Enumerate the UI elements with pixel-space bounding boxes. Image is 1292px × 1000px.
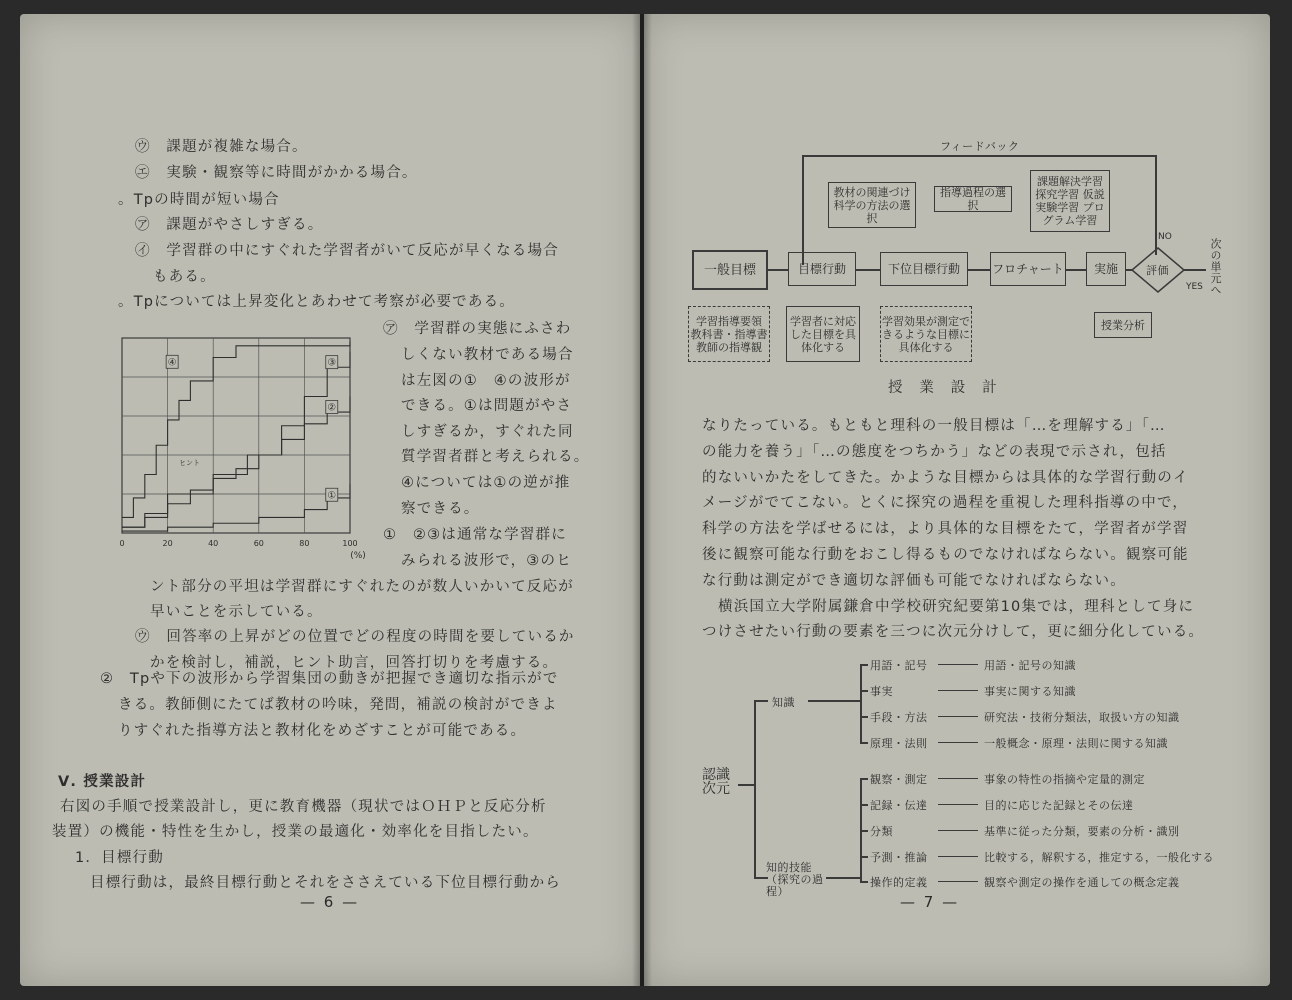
bottom-box-learner: 学習者に対応した目標を具体化する: [786, 306, 860, 362]
tree-item-name: 用語・記号: [870, 659, 928, 672]
section-title: Ⅴ. 授業設計: [58, 774, 147, 790]
text-line: ㋒ 回答率の上昇がどの位置でどの程度の時間を要しているか: [135, 629, 575, 645]
tree-item-name: 予測・推論: [870, 851, 928, 864]
text-line: つけさせたい行動の要素を三つに次元分けして，更に細分化している。: [702, 624, 1205, 640]
box-implementation: 実施: [1086, 252, 1126, 286]
tree-item-name: 事実: [870, 685, 893, 698]
x-tick-label: 40: [208, 539, 219, 548]
x-axis-label: (%): [350, 551, 366, 561]
side-text-line: しすぎるか，すぐれた同: [401, 424, 574, 440]
series-label: ②: [327, 402, 337, 414]
page-number: — 7 —: [900, 893, 960, 911]
text-line: ㋓ 実験・観察等に時間がかかる場合。: [135, 165, 418, 181]
text-line: 。Tpの時間が短い場合: [118, 192, 280, 208]
top-box-learning: 課題解決学習 探究学習 仮説実験学習 プログラム学習: [1030, 170, 1110, 232]
page-number: — 6 —: [300, 893, 360, 911]
chart-frame: [122, 338, 350, 533]
tree-item-desc: 観察や測定の操作を通しての概念定義: [984, 876, 1180, 889]
text-line: 早いことを示している。: [150, 604, 323, 620]
bottom-box-measurable: 学習効果が測定できるような目標に具体化する: [880, 306, 972, 362]
tree-item-name: 観察・測定: [870, 773, 928, 786]
text-line: 右図の手順で授業設計し，更に教育機器（現状ではＯＨＰと反応分析: [60, 799, 547, 815]
tree-item-desc: 一般概念・原理・法則に関する知識: [984, 737, 1168, 750]
side-text-line: ㋐ 学習群の実態にふさわ: [383, 321, 572, 337]
series-label: ④: [167, 357, 177, 369]
side-text-line: ④については①の逆が推: [401, 475, 571, 491]
series-label: ③: [327, 357, 337, 369]
text-line: きる。教師側にたてば教材の吟味，発問，補説の検討ができよ: [118, 697, 558, 713]
response-rate-chart: [110, 330, 380, 562]
bottom-box-analysis: 授業分析: [1094, 312, 1152, 338]
tree-item-name: 操作的定義: [870, 876, 928, 889]
series-line: [122, 342, 350, 518]
side-text-line: 察できる。: [401, 501, 480, 517]
text-line: 後に観察可能な行動をおこし得るものでなければならない。観察可能: [702, 547, 1189, 563]
series-label: ①: [327, 490, 337, 502]
bottom-box-curriculum: 学習指導要領 教科書・指導書 教師の指導観: [688, 306, 770, 362]
side-text-line: みられる波形で，③のヒ: [401, 553, 572, 569]
tree-item-name: 分類: [870, 825, 893, 838]
text-line: もある。: [153, 269, 216, 285]
text-line: 科学の方法を学ばせるには，より具体的な目標をたて，学習者が学習: [702, 521, 1189, 537]
hint-annotation: ヒント: [179, 458, 200, 467]
tree-item-desc: 比較する，解釈する，推定する，一般化する: [984, 851, 1214, 864]
box-sub-target: 下位目標行動: [880, 252, 968, 286]
top-box-materials: 教材の関連づけ 科学の方法の選択: [828, 182, 916, 228]
tree-root: 認識次元: [702, 767, 730, 797]
figure-caption: 授 業 設 計: [888, 380, 998, 396]
tree-item-desc: 目的に応じた記録とその伝達: [984, 799, 1134, 812]
text-line: 目標行動は，最終目標行動とそれをささえている下位目標行動から: [90, 875, 561, 891]
x-tick-label: 60: [253, 539, 264, 548]
book-gutter: [632, 14, 652, 986]
text-line: 横浜国立大学附属鎌倉中学校研究紀要第10集では，理科として身に: [718, 599, 1195, 615]
top-box-process: 指導過程の選択: [934, 186, 1012, 212]
tree-item-name: 手段・方法: [870, 711, 928, 724]
x-tick-label: 0: [119, 539, 125, 548]
tree-item-desc: 基準に従った分類，要素の分析・識別: [984, 825, 1180, 838]
side-text-line: しくない教材である場合: [401, 347, 574, 363]
text-line: ㋐ 課題がやさしすぎる。: [135, 217, 324, 233]
text-line: 的ないいかたをしてきた。かような目標からは具体的な学習行動のイ: [702, 470, 1189, 486]
side-text-line: は左図の① ④の波形が: [401, 373, 571, 389]
tree-item-name: 記録・伝達: [870, 799, 928, 812]
text-line: ② Tpや下の波形から学習集団の動きが把握でき適切な指示がで: [100, 671, 559, 687]
side-text-line: ① ②③は通常な学習群に: [383, 527, 567, 543]
text-line: かを検討し，補説，ヒント助言，回答打切りを考慮する。: [150, 655, 559, 671]
tree-item-desc: 研究法・技術分類法，取扱い方の知識: [984, 711, 1180, 724]
x-tick-label: 80: [299, 539, 310, 548]
side-text-line: 質学習者群と考えられる。: [401, 449, 590, 465]
branch-skills: 知的技能（探究の過程）: [766, 861, 824, 898]
branch-knowledge: 知識: [772, 696, 795, 709]
tree-item-desc: 用語・記号の知識: [984, 659, 1076, 672]
text-line: メージがでてこない。とくに探究の過程を重視した理科指導の中で，: [702, 495, 1189, 511]
text-line: なりたっている。もともと理科の一般目標は「…を理解する」「…: [702, 418, 1166, 434]
tree-item-name: 原理・法則: [870, 737, 928, 750]
feedback-label: フィードバック: [940, 140, 1020, 153]
text-line: 装置）の機能・特性を生かし，授業の最適化・効率化を目指したい。: [52, 824, 539, 840]
text-line: ㋒ 課題が複雑な場合。: [135, 139, 308, 155]
tree-item-desc: 事象の特性の指摘や定量的測定: [984, 773, 1145, 786]
text-line: 1．目標行動: [75, 850, 164, 866]
x-tick-label: 20: [162, 539, 173, 548]
x-tick-label: 100: [342, 539, 358, 548]
text-line: 。Tpについては上昇変化とあわせて考察が必要である。: [118, 294, 515, 310]
text-line: な行動は測定ができ適切な評価も可能でなければならない。: [702, 573, 1126, 589]
series-line: [122, 352, 350, 528]
side-text-line: できる。①は問題がやさ: [401, 398, 573, 414]
box-target-behavior: 目標行動: [788, 252, 856, 286]
decision-label: 評価: [1146, 264, 1169, 277]
series-line: [122, 484, 350, 531]
text-line: りすぐれた指導方法と教材化をめざすことが可能である。: [118, 723, 527, 739]
next-unit-label: 次の単元へ: [1209, 238, 1222, 296]
yes-label: YES: [1186, 282, 1203, 292]
tree-item-desc: 事実に関する知識: [984, 685, 1076, 698]
box-flowchart: フロチャート: [990, 252, 1066, 286]
text-line: ント部分の平坦は学習群にすぐれたのが数人いかいて反応が: [150, 579, 574, 595]
text-line: ㋑ 学習群の中にすぐれた学習者がいて反応が早くなる場合: [135, 243, 559, 259]
text-line: の能力を養う」「…の態度をつちかう」などの表現で示され，包括: [702, 444, 1167, 460]
no-label: NO: [1158, 232, 1172, 242]
box-general-goal: 一般目標: [692, 250, 768, 290]
